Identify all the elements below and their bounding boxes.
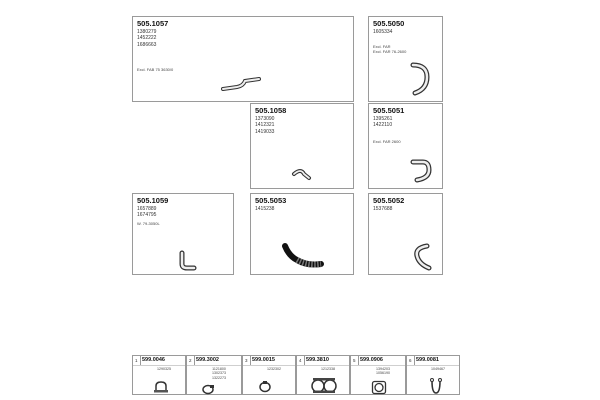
accessory-index: 6 bbox=[409, 358, 412, 363]
exhaust-pipe-icon bbox=[409, 156, 435, 184]
part-box-505-5052[interactable] bbox=[368, 193, 443, 275]
accessory-box-3[interactable] bbox=[242, 355, 296, 395]
exhaust-pipe-icon bbox=[409, 61, 435, 97]
part-code: 505.1058 bbox=[255, 106, 287, 115]
part-note: W. 79-3050L bbox=[137, 221, 160, 226]
part-code: 505.5050 bbox=[373, 19, 405, 28]
part-code: 505.5053 bbox=[255, 196, 287, 205]
part-box-505-1057[interactable] bbox=[132, 16, 354, 102]
accessory-code: 599.3002 bbox=[196, 357, 219, 363]
accessory-code: 599.0906 bbox=[360, 357, 383, 363]
accessory-box-6[interactable] bbox=[406, 355, 460, 395]
part-box-505-5050[interactable] bbox=[368, 16, 443, 102]
exhaust-pipe-icon bbox=[409, 242, 435, 272]
gasket-icon bbox=[371, 380, 387, 395]
spring-hook-icon bbox=[429, 377, 443, 395]
accessory-box-4[interactable] bbox=[296, 355, 350, 395]
hose-clamp-icon bbox=[257, 380, 273, 394]
accessory-code: 599.0081 bbox=[416, 357, 439, 363]
accessory-numbers: 1121800 1302373 1322273 bbox=[212, 367, 226, 380]
part-box-505-5053[interactable] bbox=[250, 193, 354, 275]
exhaust-pipe-icon bbox=[221, 75, 263, 95]
accessory-index: 4 bbox=[299, 358, 302, 363]
part-code: 505.5051 bbox=[373, 106, 405, 115]
part-numbers: 1380279 1452222 1686663 bbox=[137, 29, 157, 48]
exhaust-pipe-icon bbox=[291, 164, 313, 184]
accessory-index: 5 bbox=[353, 358, 356, 363]
accessory-numbers: 1212338 bbox=[321, 367, 335, 371]
pipe-clamp-icon bbox=[153, 380, 169, 394]
part-box-505-1058[interactable] bbox=[250, 103, 354, 189]
part-note: Excl. FAB 75 3630/0 bbox=[137, 67, 174, 72]
accessory-code: 599.3810 bbox=[306, 357, 329, 363]
part-note: Excl. FAR 2600 bbox=[373, 139, 401, 144]
part-box-505-1059[interactable] bbox=[132, 193, 234, 275]
exhaust-pipe-icon bbox=[177, 250, 197, 272]
part-numbers: 1657889 1674795 bbox=[137, 206, 157, 219]
accessory-numbers: 1290325 bbox=[157, 367, 171, 371]
flexible-pipe-icon bbox=[281, 242, 325, 272]
accessory-index: 1 bbox=[135, 358, 138, 363]
accessory-index: 2 bbox=[189, 358, 192, 363]
part-code: 505.5052 bbox=[373, 196, 405, 205]
part-numbers: 1373090 1412321 1419033 bbox=[255, 116, 275, 135]
accessory-box-5[interactable] bbox=[350, 355, 406, 395]
part-numbers: 1395261 1422110 bbox=[373, 116, 393, 129]
accessory-index: 3 bbox=[245, 358, 248, 363]
accessory-code: 599.0015 bbox=[252, 357, 275, 363]
accessory-box-1[interactable] bbox=[132, 355, 186, 395]
part-numbers: 1537688 bbox=[373, 206, 393, 212]
part-numbers: 1415238 bbox=[255, 206, 275, 212]
part-box-505-5051[interactable] bbox=[368, 103, 443, 189]
accessory-box-2[interactable] bbox=[186, 355, 242, 395]
hose-clamp-icon bbox=[201, 384, 215, 395]
part-numbers: 1605334 bbox=[373, 29, 393, 35]
double-clamp-icon bbox=[309, 377, 339, 394]
accessory-numbers: 1394203 1056190 bbox=[376, 367, 390, 376]
part-code: 505.1057 bbox=[137, 19, 169, 28]
accessory-numbers: 1232302 bbox=[267, 367, 281, 371]
part-note: Excl. FAR Excl. FAR 76-2600 bbox=[373, 44, 407, 54]
accessory-numbers: 1049467 bbox=[431, 367, 445, 371]
accessory-code: 599.0046 bbox=[142, 357, 165, 363]
part-code: 505.1059 bbox=[137, 196, 169, 205]
